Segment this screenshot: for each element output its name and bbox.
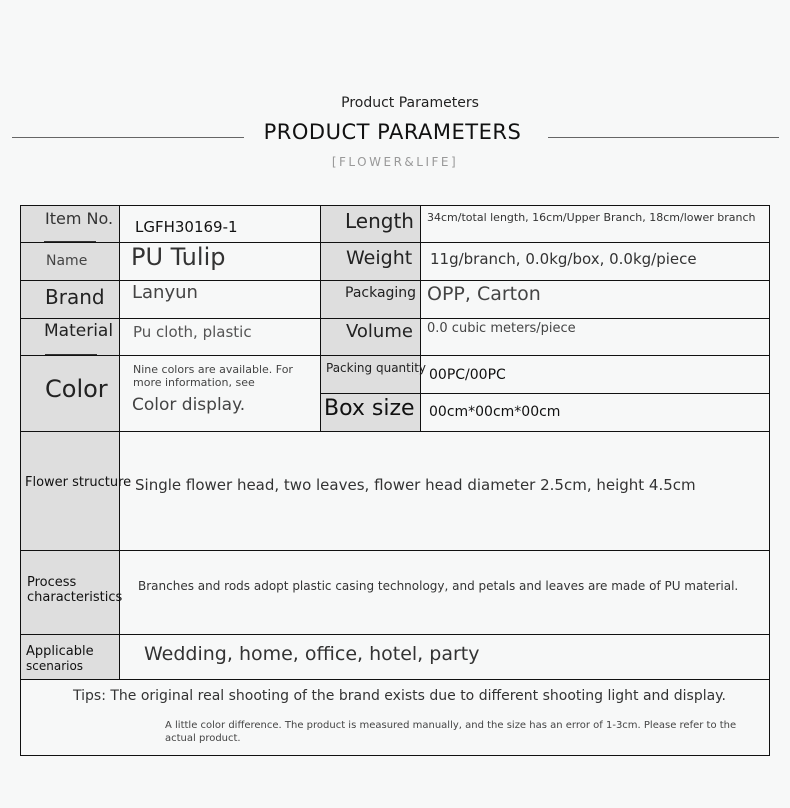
label-packing-quantity: Packing quantity	[326, 361, 426, 375]
table-border-top	[20, 205, 770, 206]
label-box-size: Box size	[324, 396, 415, 421]
value-material: Pu cloth, plastic	[133, 323, 252, 341]
value-scenarios: Wedding, home, office, hotel, party	[144, 643, 480, 665]
page-title: PRODUCT PARAMETERS	[263, 120, 522, 144]
value-name: PU Tulip	[131, 243, 226, 271]
label-item-no: Item No.	[45, 209, 114, 228]
label-flower-structure: Flower structure	[25, 475, 132, 490]
value-packing-quantity: 00PC/00PC	[429, 367, 506, 383]
row-divider	[20, 431, 770, 432]
label-material: Material	[44, 321, 114, 341]
tips-line2: A little color difference. The product is measured manually, and the size has an error of 1-3cm. Please refer to the	[165, 720, 737, 731]
label-packaging: Packaging	[345, 285, 417, 301]
label-underline	[44, 241, 96, 242]
column-divider	[119, 205, 120, 679]
value-flower-structure: Single flower head, two leaves, flower head diameter 2.5cm, height 4.5cm	[135, 476, 696, 494]
column-divider	[420, 205, 421, 431]
label-weight: Weight	[346, 247, 413, 269]
tips-line3: actual product.	[165, 733, 241, 744]
row-divider	[20, 355, 770, 356]
value-process: Branches and rods adopt plastic casing technology, and petals and leaves are made of PU material.	[138, 579, 739, 593]
label-process-line2: characteristics	[27, 590, 123, 605]
value-volume: 0.0 cubic meters/piece	[427, 321, 576, 336]
table-border-right	[769, 205, 770, 756]
tips-line1: Tips: The original real shooting of the brand exists due to different shooting light and display.	[73, 688, 726, 704]
brand-subtitle: [FLOWER&LIFE]	[331, 155, 459, 169]
value-color-line1: Nine colors are available. For	[133, 363, 293, 376]
label-brand: Brand	[45, 285, 105, 309]
row-divider	[20, 679, 770, 680]
column-divider	[320, 205, 321, 431]
value-item-no: LGFH30169-1	[135, 218, 238, 236]
lower-label-column-bg	[21, 431, 119, 679]
label-color: Color	[45, 375, 108, 403]
row-divider	[20, 280, 770, 281]
table-border-left	[20, 205, 21, 756]
small-title: Product Parameters	[341, 95, 479, 111]
value-packaging: OPP, Carton	[427, 283, 541, 305]
label-length: Length	[345, 209, 414, 233]
value-length: 34cm/total length, 16cm/Upper Branch, 18cm/lower branch	[427, 211, 756, 224]
label-volume: Volume	[346, 321, 413, 342]
value-color-line2: more information, see	[133, 376, 255, 389]
value-color-line3: Color display.	[132, 395, 246, 415]
row-divider	[20, 318, 770, 319]
label-process-line1: Process	[27, 575, 77, 590]
value-weight: 11g/branch, 0.0kg/box, 0.0kg/piece	[430, 250, 697, 268]
value-box-size: 00cm*00cm*00cm	[429, 404, 561, 420]
label-name: Name	[46, 253, 88, 269]
title-rule-right	[548, 137, 779, 138]
label-scenarios-line2: scenarios	[26, 659, 84, 673]
row-divider	[20, 634, 770, 635]
row-divider	[320, 393, 770, 394]
label-underline	[45, 354, 97, 355]
table-border-bottom	[20, 755, 770, 756]
value-brand: Lanyun	[132, 282, 198, 303]
label-scenarios-line1: Applicable	[26, 644, 94, 659]
row-divider	[20, 550, 770, 551]
